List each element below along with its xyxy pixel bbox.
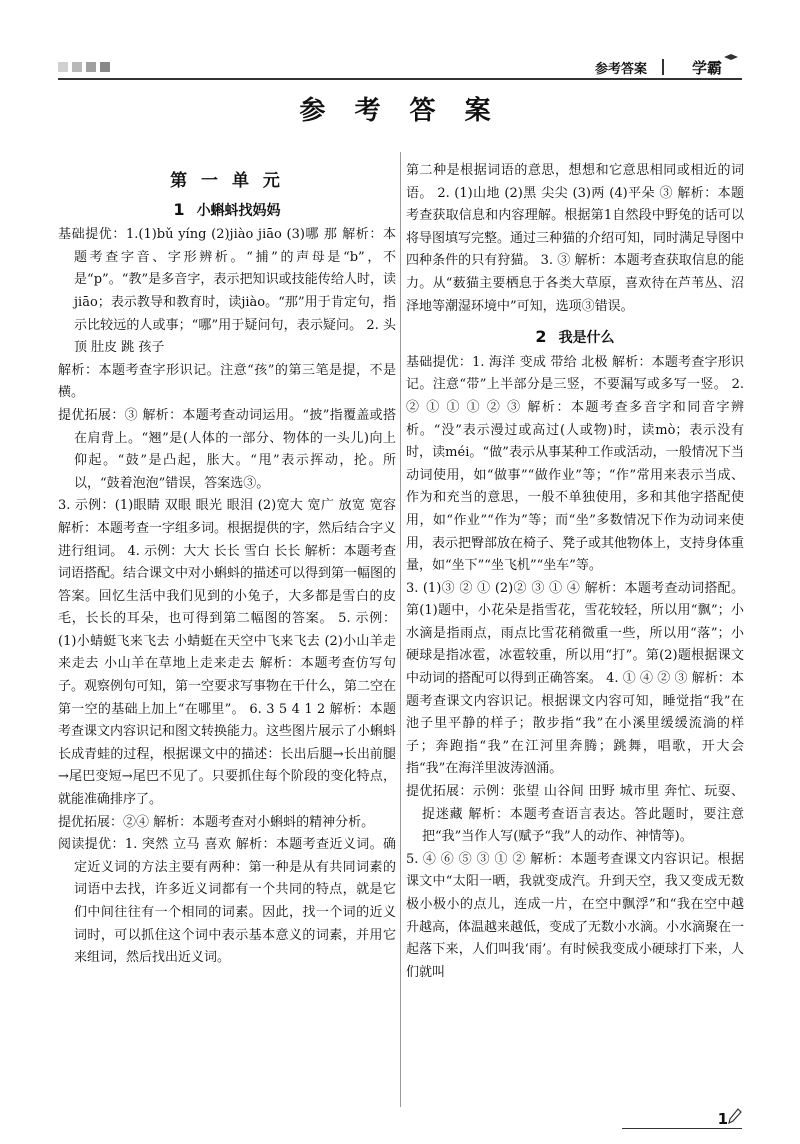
answer-paragraph: 3. (1)③ ② ① (2)② ③ ① ④ 解析：本题考查动词搭配。第(1)题中，小花朵是指雪花，雪花较轻，所以用“飘”；小水滴是指雨点，雨点比雪花稍微重一些，所以用“落”；小硬球是指冰雹，冰雹较重，所以用“打”。第(2)题根据课文中动词的搭配可以得到正确答案。 4. ① ④ ② ③ 解析：本题考查课文内容识记。根据课文内容可知，睡觉指“我”在池子里平静的样子；散步指“我”在小溪里缓缓流淌的样子；奔跑指“我”在江河里奔腾；跳舞，唱歌，开大会指“我”在海洋里波涛汹涌。 [406, 580, 744, 777]
header-section-label: 参考答案 [594, 62, 647, 77]
answer-paragraph: 阅读提优：1. 突然 立马 喜欢 解析：本题考查近义词。确定近义词的方法主要有两种：第一种是从有共同词素的词语中去找，许多近义词都有一个共同的特点，就是它们中间往往有一个相同的词素。因此，找一个词的近义词时，可以抓住这个词中表示基本意义的词素，并用它来组词，然后找出近义词。 [58, 837, 396, 966]
column-divider [400, 152, 401, 1107]
answer-paragraph: 基础提优：1.(1)bǔ yíng (2)jiào jiāo (3)哪 那 解析：本题考查字音、字形辨析。“捕”的声母是“b”，不是“p”。“教”是多音字，表示把知识或技能传给人时，读jiāo；表示教导和教育时，读jiào。“那”用于肯定句，指示比较远的人或事；“哪”用于疑问句，表示疑问。 2. 头顶 肚皮 跳 孩子 [58, 227, 396, 356]
footer-rule [622, 1128, 742, 1129]
answer-paragraph: 3. 示例：(1)眼睛 双眼 眼光 眼泪 (2)宽大 宽广 放宽 宽容 解析：本题考查一字组多词。根据提供的字，然后结合字义进行组词。 4. 示例：大大 长长 雪白 长长 解析：本题考查词语搭配。结合课文中对小蝌蚪的描述可以得到第一幅图的答案。回忆生活中我们见到的小兔子，大多都是雪白的皮毛，长长的耳朵，也可得到第二幅图的答案。 5. 示例：(1)小蜻蜓飞来飞去 小蜻蜓在天空中飞来飞去 (2)小山羊走来走去 小山羊在草地上走来走去 解析：本题考查仿写句子。观察例句可知，第一空要求写事物在干什么，第二空在第一空的基础上加上“在哪里”。 6. 3 5 4 1 2 解析：本题考查课文内容识记和图文转换能力。这些图片展示了小蝌蚪长成青蛙的过程，根据课文中的描述：长出后腿→长出前腿→尾巴变短→尾巴不见了。只要抓住每个阶段的变化特点，就能准确排序了。 [58, 498, 397, 808]
answer-paragraph: 提优拓展：③ 解析：本题考查动词运用。“披”指覆盖或搭在肩背上。“翘”是(人体的一部分、物体的一头儿)向上仰起。“鼓”是凸起，胀大。“甩”表示挥动，抡。所以，“鼓着泡泡”错误，答案选③。 [58, 407, 396, 491]
page-header [58, 58, 742, 80]
lesson-2-title: 我是什么 [558, 330, 615, 347]
right-column [406, 160, 744, 984]
answer-paragraph: 第二种是根据词语的意思，想想和它意思相同或相近的词语。 2. (1)山地 (2)黑 尖尖 (3)两 (4)平朵 ③ 解析：本题考查获取信息和内容理解。根据第1自然段中野兔的话可以将导图填写完整。通过三种猫的介绍可知，同时满足导图中四种条件的只有狩猫。 3. ③ 解析：本题考查获取信息的能力。从“薮猫主要栖息于各类大草原，喜欢待在芦苇丛、沼泽地等潮湿环境中”可知，选项③错误。 [406, 163, 745, 314]
answer-paragraph: 提优拓展：示例：张望 山谷间 田野 城市里 奔忙、玩耍、捉迷藏 解析：本题考查语言表达。答此题时，要注意把“我”当作人写(赋予“我”人的动作、神情等)。 [406, 784, 744, 845]
lesson-2-heading [406, 326, 744, 350]
lesson-1-title: 小蝌蚪找妈妈 [196, 202, 281, 219]
lesson-1-number: 1 [173, 199, 185, 219]
answer-paragraph: 提优拓展：②④ 解析：本题考查对小蝌蚪的精神分析。 [58, 814, 375, 830]
answer-paragraph: 解析：本题考查字形识记。注意“孩”的第三笔是提，不是横。 [58, 362, 396, 401]
lesson-2-number: 2 [535, 327, 547, 347]
answer-paragraph: 基础提优：1. 海洋 变成 带给 北极 解析：本题考查字形识记。注意“带”上半部分是三竖，不要漏写或多写一竖。 2. ② ① ① ① ② ③ 解析：本题考查多音字和同音字辨析。“没”表示漫过或高过(人或物)时，读mò；表示没有时，读méi。“做”表示从事某种工作或活动，一般情况下当动词使用，如“做事”“做作业”等；“作”常用来表示当成、作为和充当的意思，一般不单独使用，多和其他字搭配使用，如“作业”“作为”等；而“坐”多数情况下作为动词来使用，表示把臀部放在椅子、凳子或其他物体上，支持身体重量，如“坐下”“坐飞机”“坐车”等。 [406, 354, 745, 574]
header-brand: 学霸 [691, 59, 722, 77]
page-number: 1 [717, 1110, 728, 1128]
header-separator [662, 59, 664, 75]
header-decor-squares [58, 62, 110, 72]
lesson-1-heading [58, 199, 396, 223]
answer-paragraph: 5. ④ ⑥ ⑤ ③ ① ② 解析：本题考查课文内容识记。根据课文中“太阳一晒，我就变成汽。升到天空，我又变成无数极小极小的点儿，连成一片，在空中飘浮”和“我在空中越升越高，体温越来越低，变成了无数小水滴。小水滴聚在一起落下来，人们叫我‘雨’。有时候我变成小硬球打下来，人们就叫 [406, 851, 745, 980]
page-title: 参 考 答 案 [299, 96, 501, 126]
pencil-icon [728, 1108, 742, 1124]
left-column [58, 160, 396, 970]
graduation-cap-icon [724, 54, 738, 62]
unit-heading: 第 一 单 元 [170, 171, 284, 191]
header-rule [58, 78, 742, 80]
